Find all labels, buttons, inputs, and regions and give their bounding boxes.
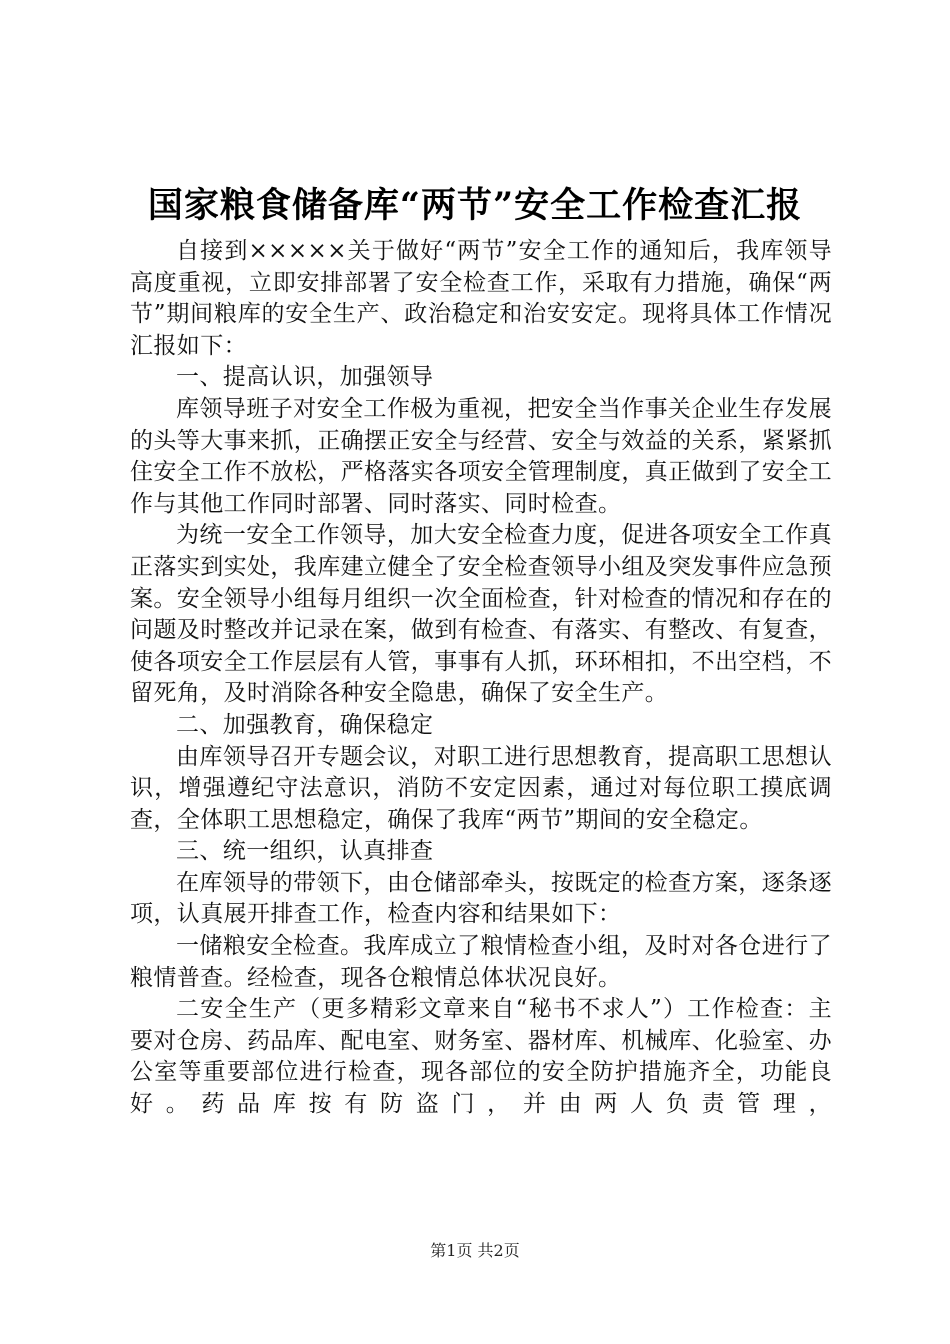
paragraph: 二安全生产（更多精彩文章来自“秘书不求人”）工作检查：主要对仓房、药品库、配电室、财务室、器材库、机械库、化验室、办公室等重要部位进行检查，现各部位的安全防护措施齐全，功能良好。药品库按有防盗门，并由两人负责管理， — [130, 996, 832, 1118]
section-heading-3: 三、统一组织，认真排查 — [176, 838, 434, 865]
paragraph: 一储粮安全检查。我库成立了粮情检查小组，及时对各仓进行了粮情普查。经检查，现各仓粮情总体状况良好。 — [130, 933, 832, 991]
paragraph: 为统一安全工作领导，加大安全检查力度，促进各项安全工作真正落实到实处，我库建立健全了安全检查领导小组及突发事件应急预案。安全领导小组每月组织一次全面检查，针对检查的情况和存在的问题及时整改并记录在案，做到有检查、有落实、有整改、有复查，使各项安全工作层层有人管，事事有人抓，环环相扣，不出空档，不留死角，及时消除各种安全隐患，确保了安全生产。 — [130, 522, 832, 707]
document-body — [130, 236, 832, 1121]
paragraph: 由库领导召开专题会议，对职工进行思想教育，提高职工思想认识，增强遵纪守法意识，消防不安定因素，通过对每位职工摸底调查，全体职工思想稳定，确保了我库“两节”期间的安全稳定。 — [130, 743, 832, 833]
paragraph: 在库领导的带领下，由仓储部牵头，按既定的检查方案，逐条逐项，认真展开排查工作，检查内容和结果如下： — [130, 869, 832, 928]
section-heading-1: 一、提高认识，加强领导 — [176, 364, 434, 391]
paragraph: 库领导班子对安全工作极为重视，把安全当作事关企业生存发展的头等大事来抓，正确摆正安全与经营、安全与效益的关系，紧紧抓住安全工作不放松，严格落实各项安全管理制度，真正做到了安全工作与其他工作同时部署、同时落实、同时检查。 — [130, 395, 832, 517]
paragraph-intro: 自接到×××××关于做好“两节”安全工作的通知后，我库领导高度重视，立即安排部署了安全检查工作，采取有力措施，确保“两节”期间粮库的安全生产、政治稳定和治安安定。现将具体工作情况汇报如下： — [130, 238, 832, 359]
section-heading-2: 二、加强教育，确保稳定 — [176, 711, 434, 738]
document-title: 国家粮食储备库“两节”安全工作检查汇报 — [147, 185, 803, 226]
page-footer: 第1页 共2页 — [430, 1241, 520, 1260]
